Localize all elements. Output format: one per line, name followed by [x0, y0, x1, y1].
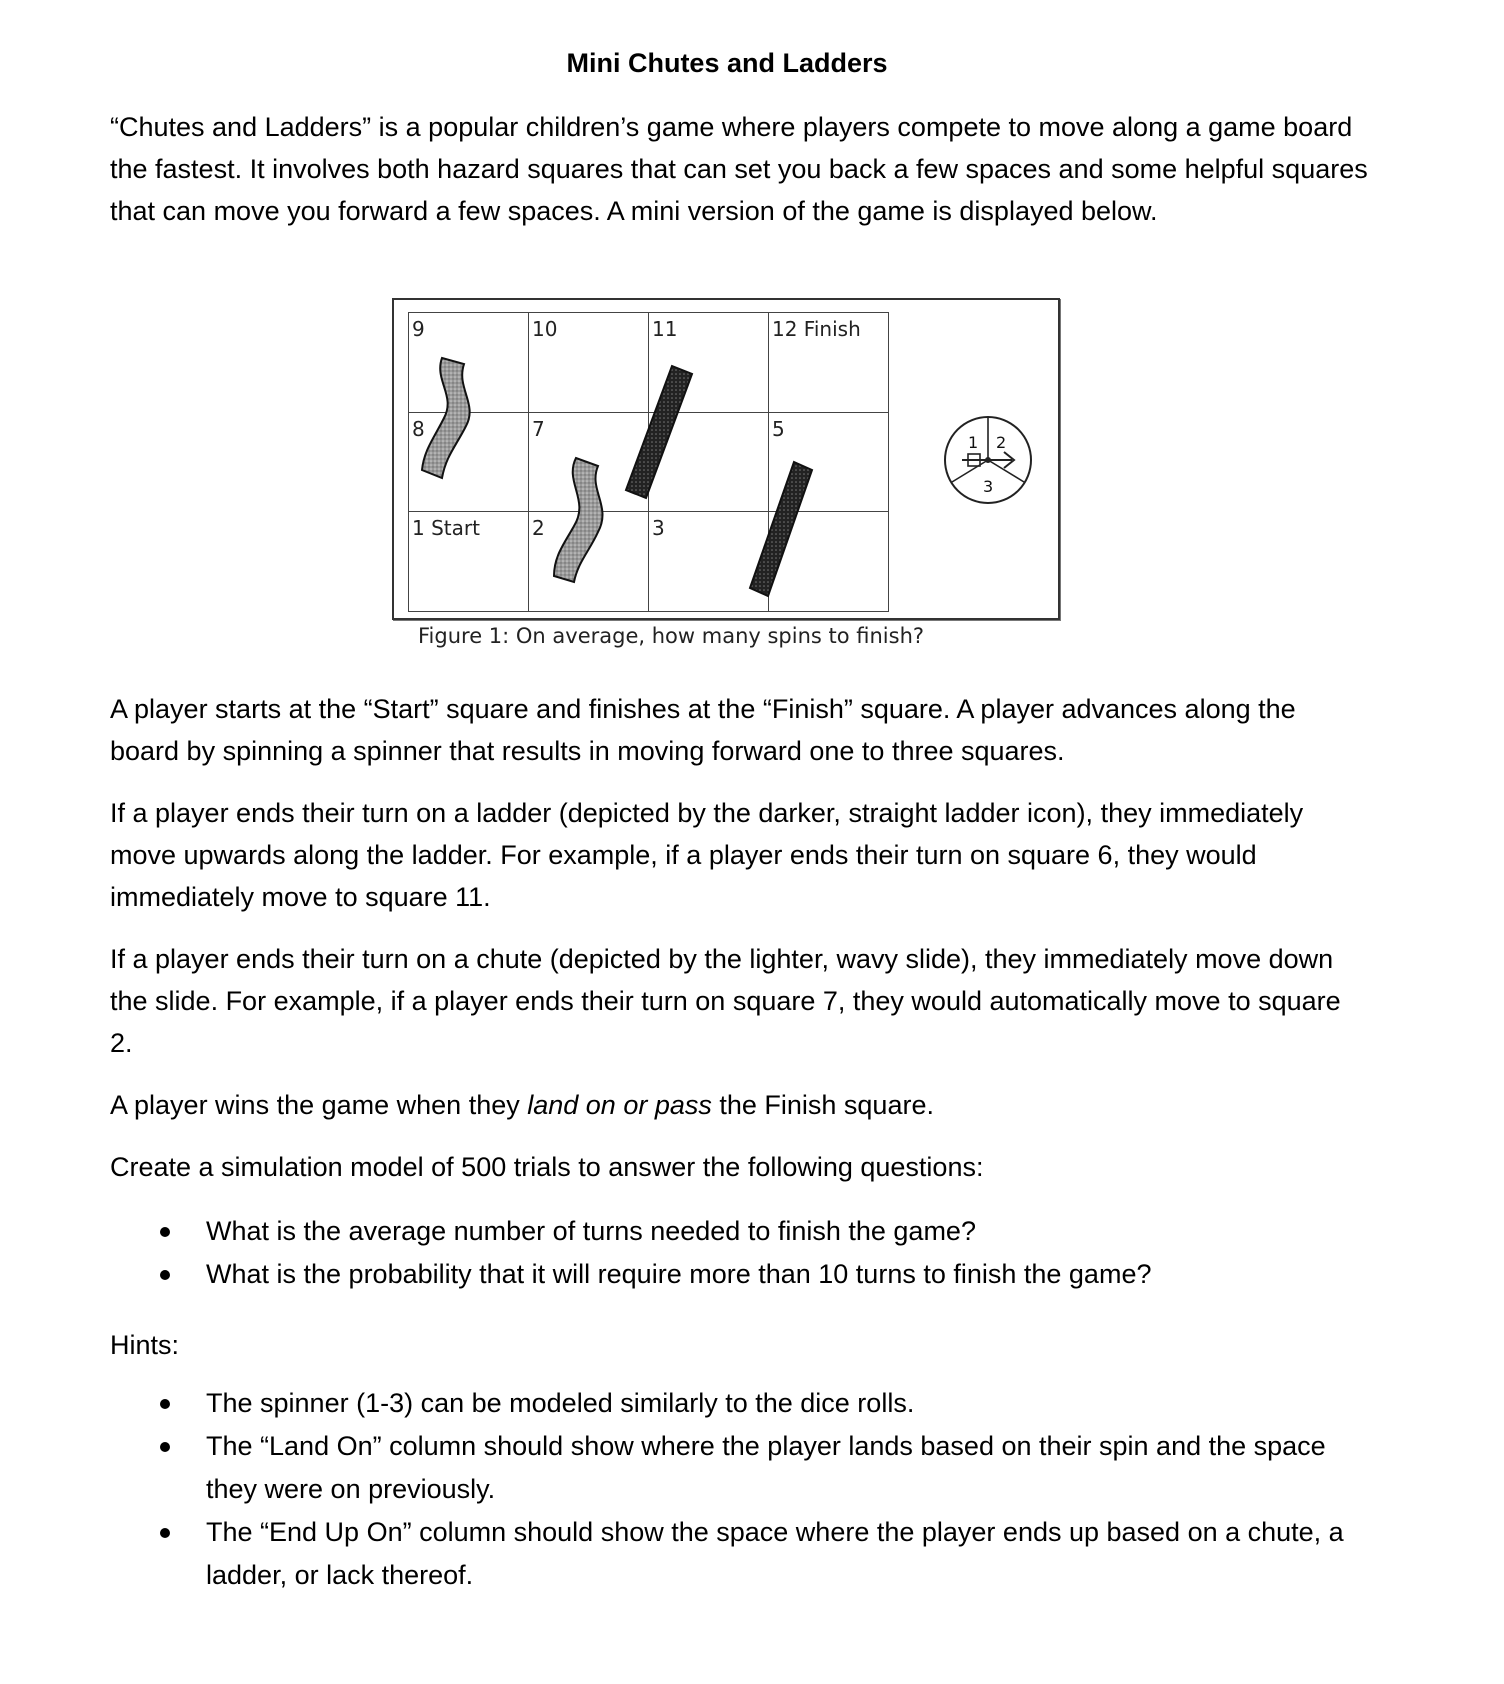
chute-paragraph: If a player ends their turn on a chute (depicted by the lighter, wavy slide), they immediately move down the slide. For example, if a player ends their turn on square 7, they would automatically move to square 2.: [110, 944, 1341, 1058]
spinner-label: 2: [996, 433, 1007, 452]
start-paragraph: A player starts at the “Start” square and finishes at the “Finish” square. A player advances along the board by spinning a spinner that results in moving forward one to three squares.: [110, 694, 1296, 766]
win-text-end: the Finish square.: [711, 1090, 934, 1120]
ladder-paragraph: If a player ends their turn on a ladder (depicted by the darker, straight ladder icon), they immediately move upwards along the ladder. For example, if a player ends their turn on square 6, they would immediately move to square 11.: [110, 798, 1304, 912]
bullet-icon: [160, 1399, 170, 1409]
hint-text: The spinner (1-3) can be modeled similarly to the dice rolls.: [206, 1388, 915, 1418]
ladder-icon: [750, 462, 812, 596]
cell-number: 3: [652, 516, 665, 541]
ladder-icon: [626, 366, 692, 498]
list-item: [0, 1210, 1356, 1253]
bullet-icon: [160, 1227, 170, 1237]
cell-number: 7: [532, 416, 545, 441]
list-item: [0, 1511, 1356, 1597]
cell-number: 10: [532, 317, 558, 341]
win-text: A player wins the game when they: [110, 1090, 528, 1120]
hints-heading: Hints:: [110, 1330, 180, 1360]
intro-paragraph: “Chutes and Ladders” is a popular children’s game where players compete to move along a game board the fastest. It involves both hazard squares that can set you back a few spaces and some helpful squares that can move you forward a few spaces. A mini version of the game is displayed below.: [110, 112, 1368, 226]
cell-number: 5: [772, 416, 785, 441]
cell-number: 11: [652, 317, 678, 341]
cell-number: 12 Finish: [772, 317, 861, 341]
page-title: Mini Chutes and Ladders: [566, 48, 888, 78]
list-item: [0, 1382, 1356, 1425]
list-item: [0, 1253, 1356, 1296]
spinner-label: 1: [968, 433, 979, 452]
spinner-icon: [940, 412, 1036, 508]
bullet-icon: [160, 1528, 170, 1538]
question-text: What is the probability that it will require more than 10 turns to finish the game?: [206, 1259, 1152, 1289]
hint-text: The “End Up On” column should show the space where the player ends up based on a chute, a ladder, or lack thereof.: [206, 1517, 1344, 1590]
bullet-icon: [160, 1270, 170, 1280]
create-paragraph: Create a simulation model of 500 trials to answer the following questions:: [110, 1152, 984, 1182]
cell-number: 2: [532, 516, 545, 541]
cell-number: 9: [412, 317, 425, 341]
win-paragraph: [110, 1084, 1370, 1126]
hint-text: The “Land On” column should show where the player lands based on their spin and the space they were on previously.: [206, 1431, 1326, 1504]
hints-list: [0, 1382, 1356, 1597]
questions-list: [0, 1210, 1356, 1296]
chute-icon: [422, 358, 470, 478]
bullet-icon: [160, 1442, 170, 1452]
cell-number: 8: [412, 416, 425, 441]
chute-icon: [554, 458, 603, 582]
game-board-figure: [392, 298, 1060, 620]
win-emphasis: land on or pass: [527, 1090, 712, 1120]
spinner-label: 3: [983, 477, 994, 496]
cell-number: 1 Start: [412, 516, 480, 541]
list-item: [0, 1425, 1356, 1511]
question-text: What is the average number of turns needed to finish the game?: [206, 1216, 976, 1246]
figure-caption: Figure 1: On average, how many spins to finish?: [418, 624, 925, 648]
